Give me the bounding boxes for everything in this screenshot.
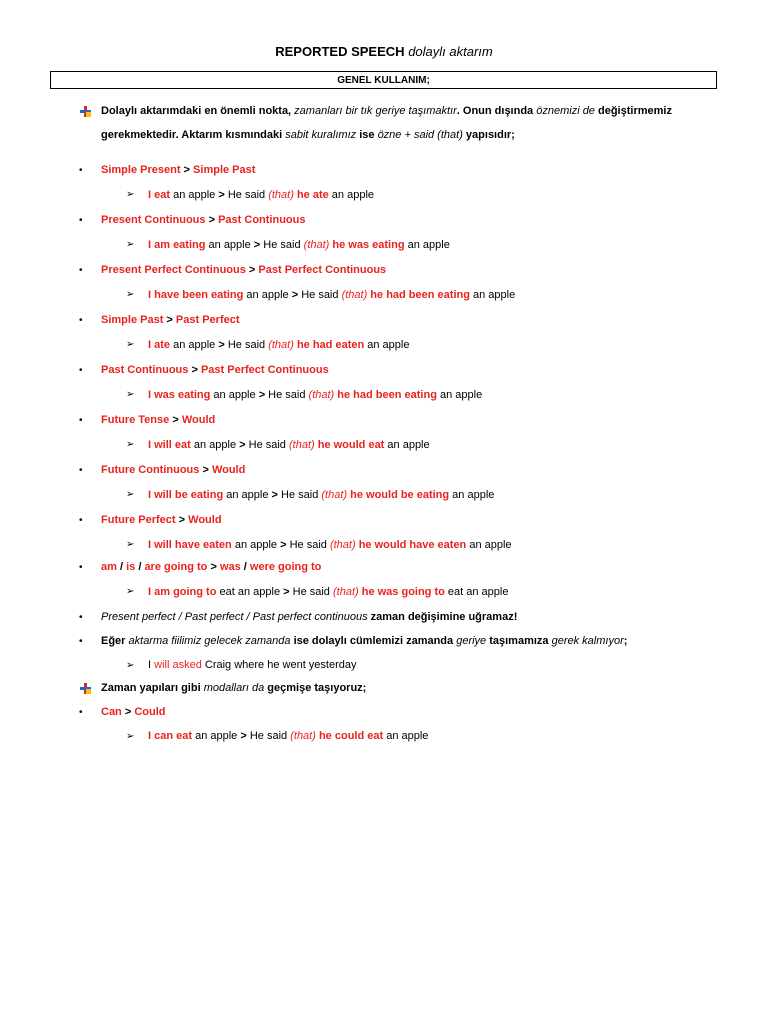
example-row: I was eating an apple > He said (that) he had been eating an apple (148, 389, 483, 401)
intro-line-2: gerekmektedir. Aktarım kısmındaki sabit kuralımız ise özne + said (that) yapısıdır; (101, 129, 515, 141)
title-bold: REPORTED SPEECH (275, 44, 405, 59)
bullet-icon: • (79, 636, 83, 647)
example-will-asked: I will asked Craig where he went yesterday (148, 659, 357, 671)
example-going-to: I am going to eat an apple > He said (that) he was going to eat an apple (148, 586, 509, 598)
arrow-icon: ➢ (126, 586, 135, 597)
note-no-change: Present perfect / Past perfect / Past perfect continuous zaman değişimine uğramaz! (101, 611, 518, 623)
note-future-reporting: Eğer aktarma fiilimiz gelecek zamanda ise dolaylı cümlemizi zamanda geriye taşımamıza gerek kalmıyor; (101, 635, 628, 647)
arrow-icon: ➢ (126, 189, 135, 200)
arrow-icon: ➢ (126, 439, 135, 450)
example-row: I am eating an apple > He said (that) he was eating an apple (148, 239, 450, 251)
arrow-icon: ➢ (126, 339, 135, 350)
rule-row: Simple Present > Simple Past (101, 164, 256, 176)
example-row: I eat an apple > He said (that) he ate an apple (148, 189, 375, 201)
bullet-icon: • (79, 562, 83, 573)
example-row: I have been eating an apple > He said (that) he had been eating an apple (148, 289, 516, 301)
arrow-icon: ➢ (126, 289, 135, 300)
rule-row: Simple Past > Past Perfect (101, 314, 240, 326)
bullet-icon: • (79, 315, 83, 326)
bullet-cross-icon (80, 683, 91, 694)
example-row: I will have eaten an apple > He said (that) he would have eaten an apple (148, 539, 512, 551)
bullet-icon: • (79, 465, 83, 476)
rule-row: Future Tense > Would (101, 414, 216, 426)
rule-can-could: Can > Could (101, 706, 166, 718)
rule-row: Future Continuous > Would (101, 464, 246, 476)
bullet-icon: • (79, 365, 83, 376)
bullet-icon: • (79, 415, 83, 426)
rule-row: Present Perfect Continuous > Past Perfect Continuous (101, 264, 387, 276)
bullet-icon: • (79, 707, 83, 718)
arrow-icon: ➢ (126, 489, 135, 500)
bullet-icon: • (79, 265, 83, 276)
bullet-icon: • (79, 215, 83, 226)
example-row: I will be eating an apple > He said (that) he would be eating an apple (148, 489, 495, 501)
rule-row: Future Perfect > Would (101, 514, 222, 526)
rule-going-to: am / is / are going to > was / were going to (101, 561, 322, 573)
modals-heading: Zaman yapıları gibi modalları da geçmişe taşıyoruz; (101, 682, 367, 694)
page-title (0, 44, 768, 59)
example-can-could: I can eat an apple > He said (that) he could eat an apple (148, 730, 429, 742)
bullet-icon: • (79, 165, 83, 176)
bullet-icon: • (79, 612, 83, 623)
arrow-icon: ➢ (126, 389, 135, 400)
arrow-icon: ➢ (126, 731, 135, 742)
rule-row: Past Continuous > Past Perfect Continuous (101, 364, 329, 376)
arrow-icon: ➢ (126, 239, 135, 250)
arrow-icon: ➢ (126, 660, 135, 671)
example-row: I ate an apple > He said (that) he had eaten an apple (148, 339, 410, 351)
intro-line-1: Dolaylı aktarımdaki en önemli nokta, zamanları bir tık geriye taşımaktır. Onun dışında öznemizi de değiştirmemiz (101, 105, 672, 117)
bullet-cross-icon (80, 106, 91, 117)
title-italic: dolaylı aktarım (408, 44, 493, 59)
example-row: I will eat an apple > He said (that) he would eat an apple (148, 439, 430, 451)
rule-row: Present Continuous > Past Continuous (101, 214, 306, 226)
bullet-icon: • (79, 515, 83, 526)
arrow-icon: ➢ (126, 539, 135, 550)
section-header-box: GENEL KULLANIM; (50, 71, 717, 89)
